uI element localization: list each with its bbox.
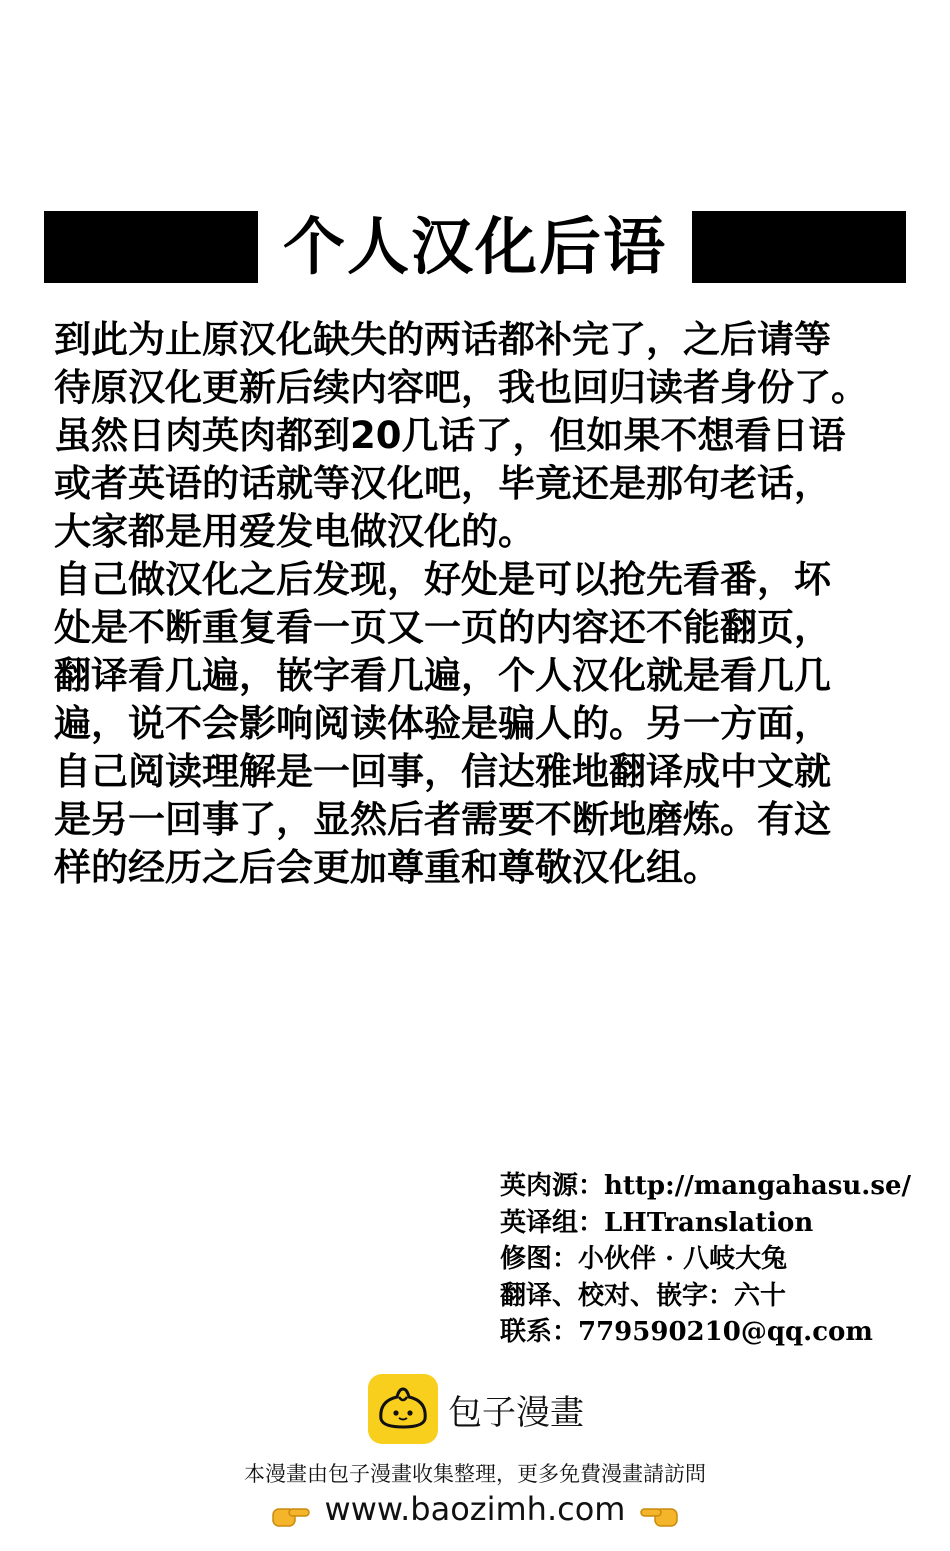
credit-source: 英肉源：http://mangahasu.se/ xyxy=(500,1171,911,1201)
site-url-link[interactable]: www.baozimh.com xyxy=(324,1490,626,1528)
body-line: 到此为止原汉化缺失的两话都补完了，之后请等 xyxy=(54,318,831,361)
site-logo xyxy=(368,1374,584,1444)
footer-note: 本漫畫由包子漫畫收集整理，更多免費漫畫請訪問 xyxy=(244,1462,706,1486)
footer-url-row xyxy=(0,1487,950,1531)
body-line: 样的经历之后会更加尊重和尊敬汉化组。 xyxy=(54,846,720,889)
body-line: 虽然日肉英肉都到20几话了，但如果不想看日语 xyxy=(54,414,846,457)
title-left-black-bar xyxy=(44,211,258,283)
body-line: 是另一回事了，显然后者需要不断地磨炼。有这 xyxy=(54,798,831,841)
credit-contact: 联系：779590210@qq.com xyxy=(500,1317,873,1347)
title-right-black-bar xyxy=(692,211,906,283)
body-line: 或者英语的话就等汉化吧，毕竟还是那句老话， xyxy=(54,462,831,505)
pointing-right-hand-icon xyxy=(271,1495,311,1523)
page-title: 个人汉化后语 xyxy=(282,210,667,283)
baozi-icon xyxy=(368,1374,438,1444)
body-line: 处是不断重复看一页又一页的内容还不能翻页， xyxy=(54,606,831,649)
credit-editing: 修图：小伙伴 · 八岐大兔 xyxy=(500,1244,788,1274)
credit-translation-group: 英译组：LHTranslation xyxy=(500,1207,814,1238)
afterword-body xyxy=(54,316,914,892)
body-line: 自己做汉化之后发现，好处是可以抢先看番，坏 xyxy=(54,558,831,601)
body-line: 翻译看几遍，嵌字看几遍，个人汉化就是看几几 xyxy=(54,654,831,697)
body-line: 自己阅读理解是一回事，信达雅地翻译成中文就 xyxy=(54,750,831,793)
body-line: 待原汉化更新后续内容吧，我也回归读者身份了。 xyxy=(54,366,868,409)
title-bar xyxy=(44,210,906,284)
credit-translator: 翻译、校对、嵌字：六十 xyxy=(500,1280,787,1311)
body-line: 大家都是用爱发电做汉化的。 xyxy=(54,510,535,553)
pointing-left-hand-icon xyxy=(639,1495,679,1523)
credits-block xyxy=(500,1168,940,1351)
body-line: 遍，说不会影响阅读体验是骗人的。另一方面， xyxy=(54,702,831,745)
site-name: 包子漫畫 xyxy=(448,1392,584,1433)
